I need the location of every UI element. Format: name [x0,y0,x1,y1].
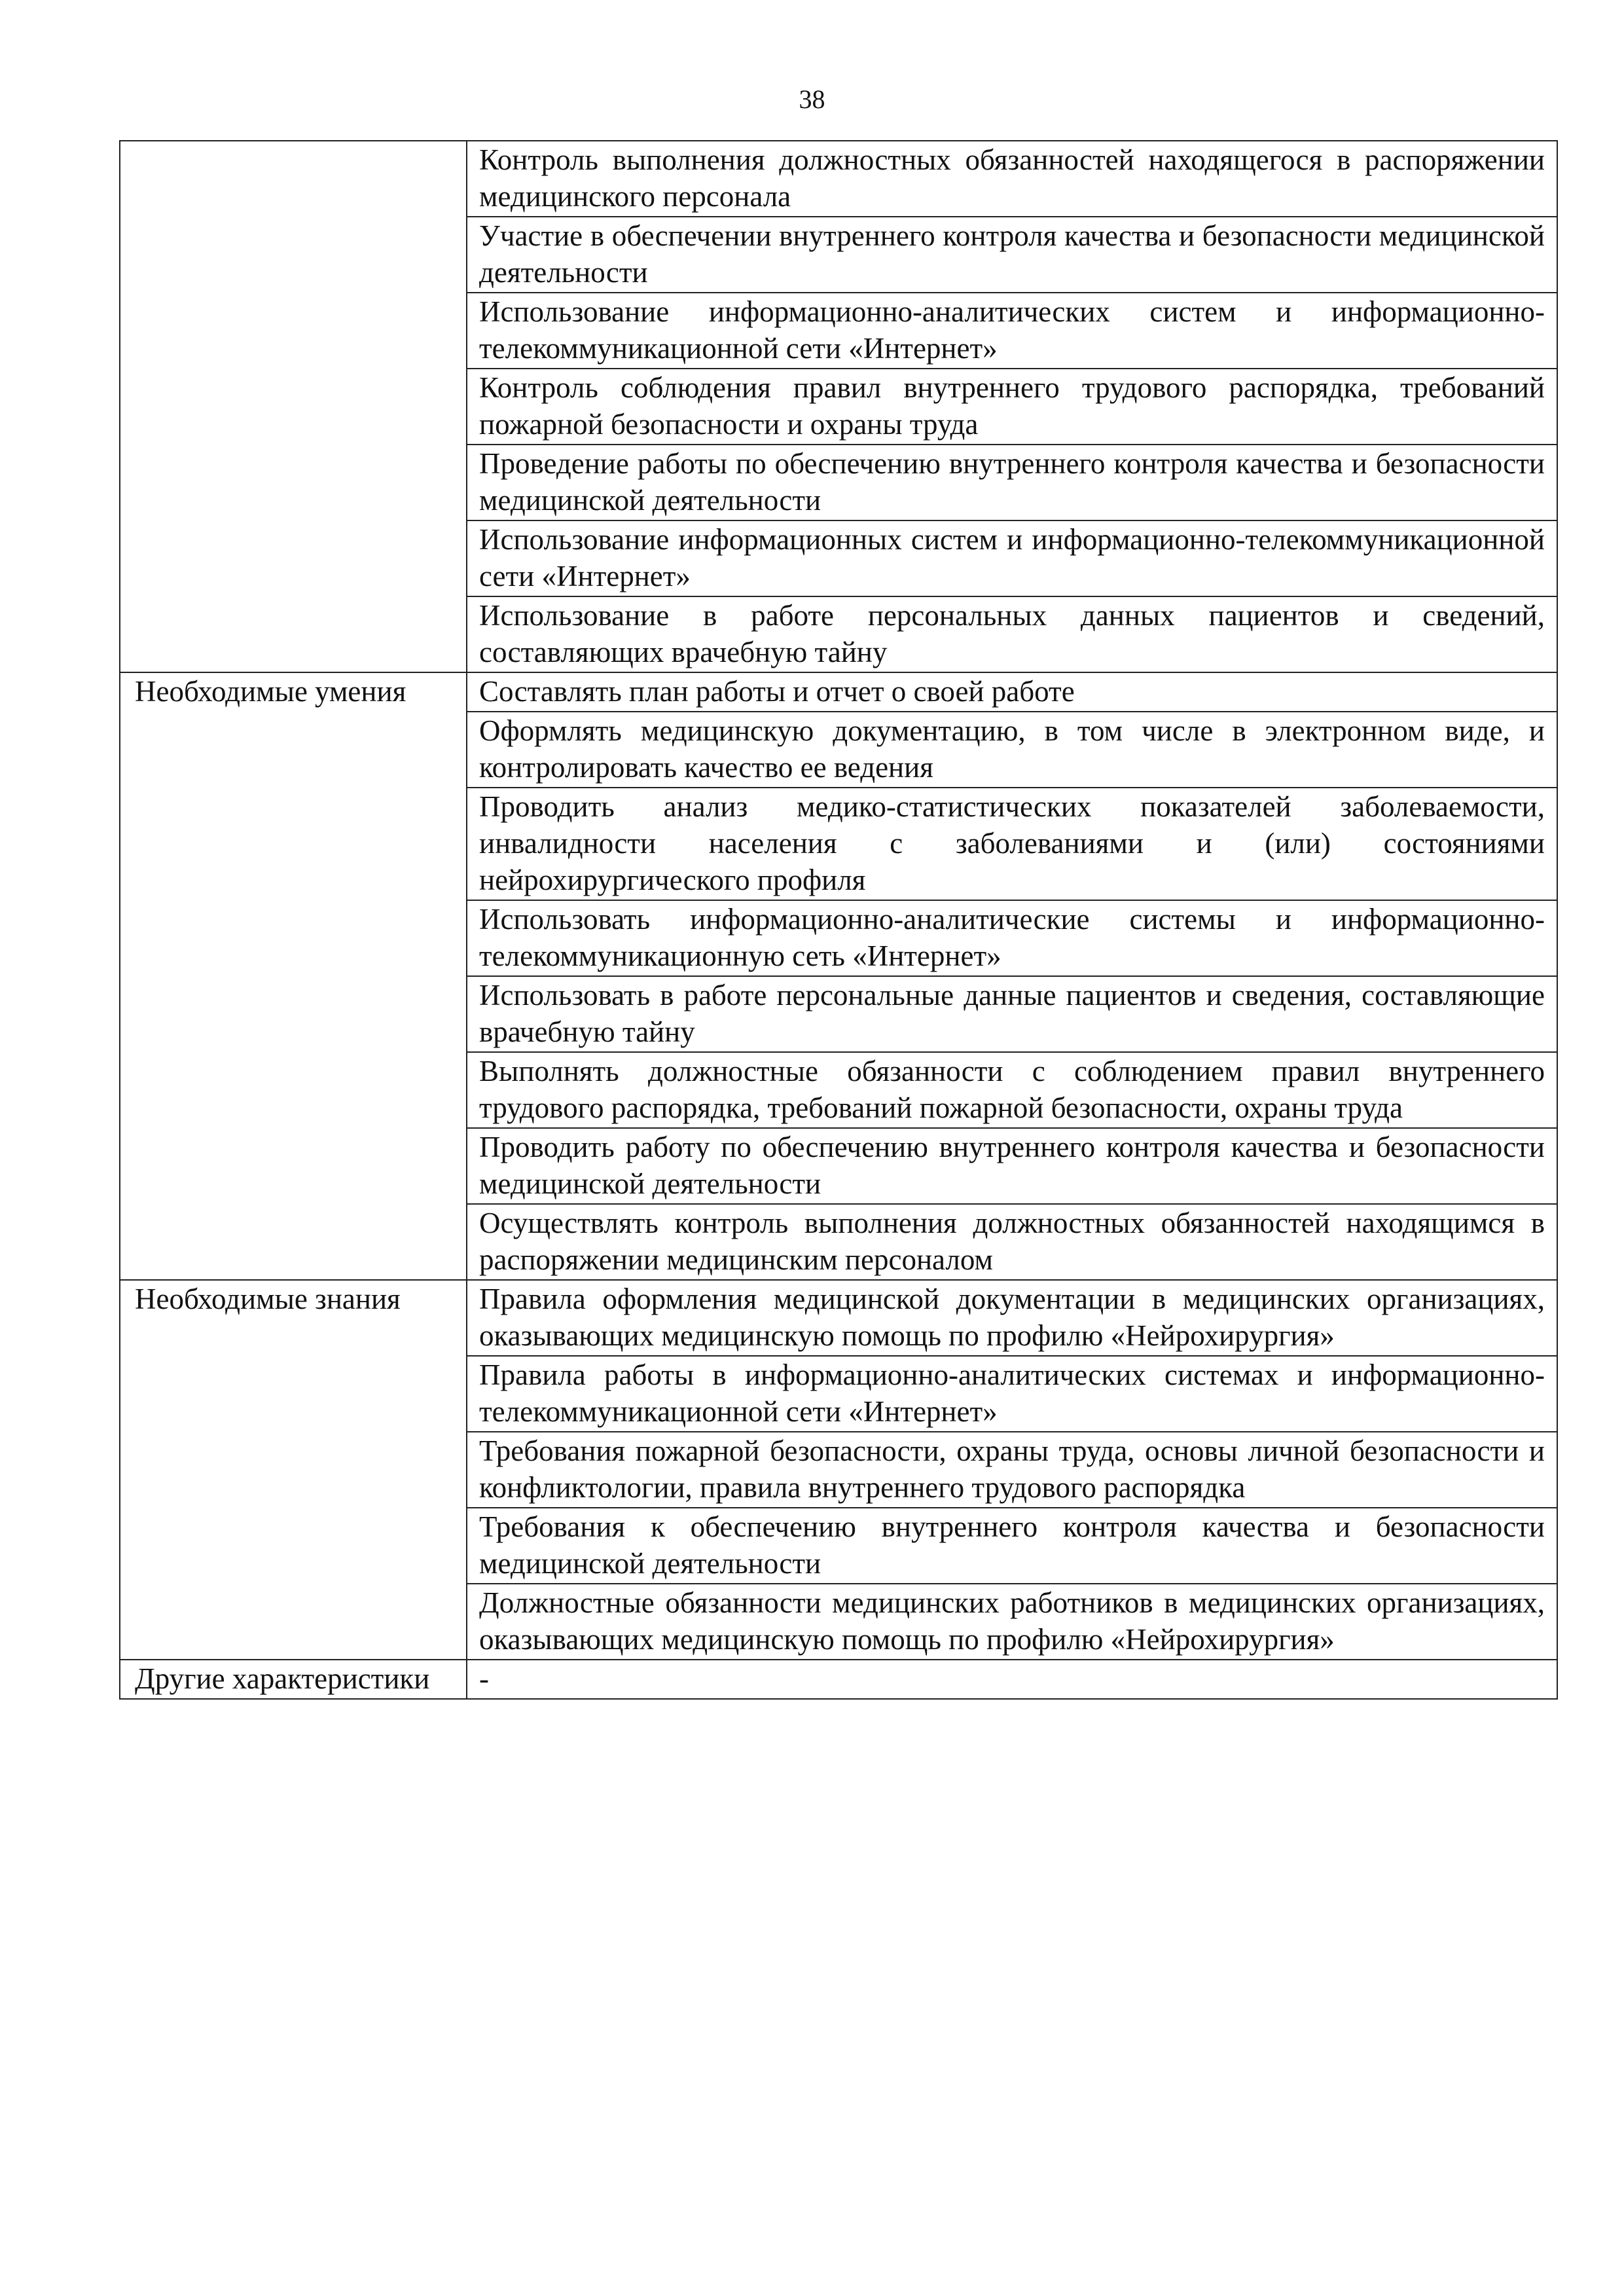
requirement-item: Правила оформления медицинской документации в медицинских организациях, оказывающих медицинскую помощь по профилю «Нейрохирургия» [467,1280,1557,1356]
requirement-item: Должностные обязанности медицинских работников в медицинских организациях, оказывающих медицинскую помощь по профилю «Нейрохирургия» [467,1584,1557,1660]
qualification-table [119,140,1558,1700]
requirement-item: Участие в обеспечении внутреннего контроля качества и безопасности медицинской деятельности [467,217,1557,293]
requirement-item: - [467,1660,1557,1699]
requirement-item: Требования пожарной безопасности, охраны труда, основы личной безопасности и конфликтологии, правила внутреннего трудового распорядка [467,1432,1557,1508]
requirement-item: Использование в работе персональных данных пациентов и сведений, составляющих врачебную тайну [467,596,1557,672]
table-row [120,1280,1557,1356]
table-row [120,141,1557,217]
table-row [120,672,1557,712]
requirement-item: Контроль соблюдения правил внутреннего трудового распорядка, требований пожарной безопасности и охраны труда [467,369,1557,445]
requirement-item: Использовать информационно-аналитические системы и информационно-телекоммуникационную сеть «Интернет» [467,900,1557,976]
requirement-item: Оформлять медицинскую документацию, в том числе в электронном виде, и контролировать качество ее ведения [467,712,1557,788]
requirement-item: Осуществлять контроль выполнения должностных обязанностей находящимся в распоряжении медицинским персоналом [467,1204,1557,1280]
qualification-table-body [120,141,1557,1699]
requirement-item: Использовать в работе персональные данные пациентов и сведения, составляющие врачебную тайну [467,976,1557,1052]
requirement-item: Правила работы в информационно-аналитических системах и информационно-телекоммуникационной сети «Интернет» [467,1356,1557,1432]
requirement-item: Использование информационных систем и информационно-телекоммуникационной сети «Интернет» [467,520,1557,596]
requirement-item: Требования к обеспечению внутреннего контроля качества и безопасности медицинской деятельности [467,1508,1557,1584]
requirement-item: Проводить анализ медико-статистических показателей заболеваемости, инвалидности населения с заболеваниями и (или) состояниями нейрохирургического профиля [467,788,1557,900]
requirement-item: Проведение работы по обеспечению внутреннего контроля качества и безопасности медицинской деятельности [467,445,1557,520]
requirement-item: Использование информационно-аналитических систем и информационно-телекоммуникационной сети «Интернет» [467,293,1557,369]
page-number: 38 [799,84,825,114]
requirement-item: Проводить работу по обеспечению внутреннего контроля качества и безопасности медицинской деятельности [467,1128,1557,1204]
section-label: Другие характеристики [120,1660,467,1699]
requirement-item: Контроль выполнения должностных обязанностей находящегося в распоряжении медицинского персонала [467,141,1557,217]
section-label: Необходимые умения [120,672,467,1280]
requirement-item: Выполнять должностные обязанности с соблюдением правил внутреннего трудового распорядка, требований пожарной безопасности, охраны труда [467,1052,1557,1128]
section-label [120,141,467,672]
requirement-item: Составлять план работы и отчет о своей работе [467,672,1557,712]
section-label: Необходимые знания [120,1280,467,1660]
table-row [120,1660,1557,1699]
